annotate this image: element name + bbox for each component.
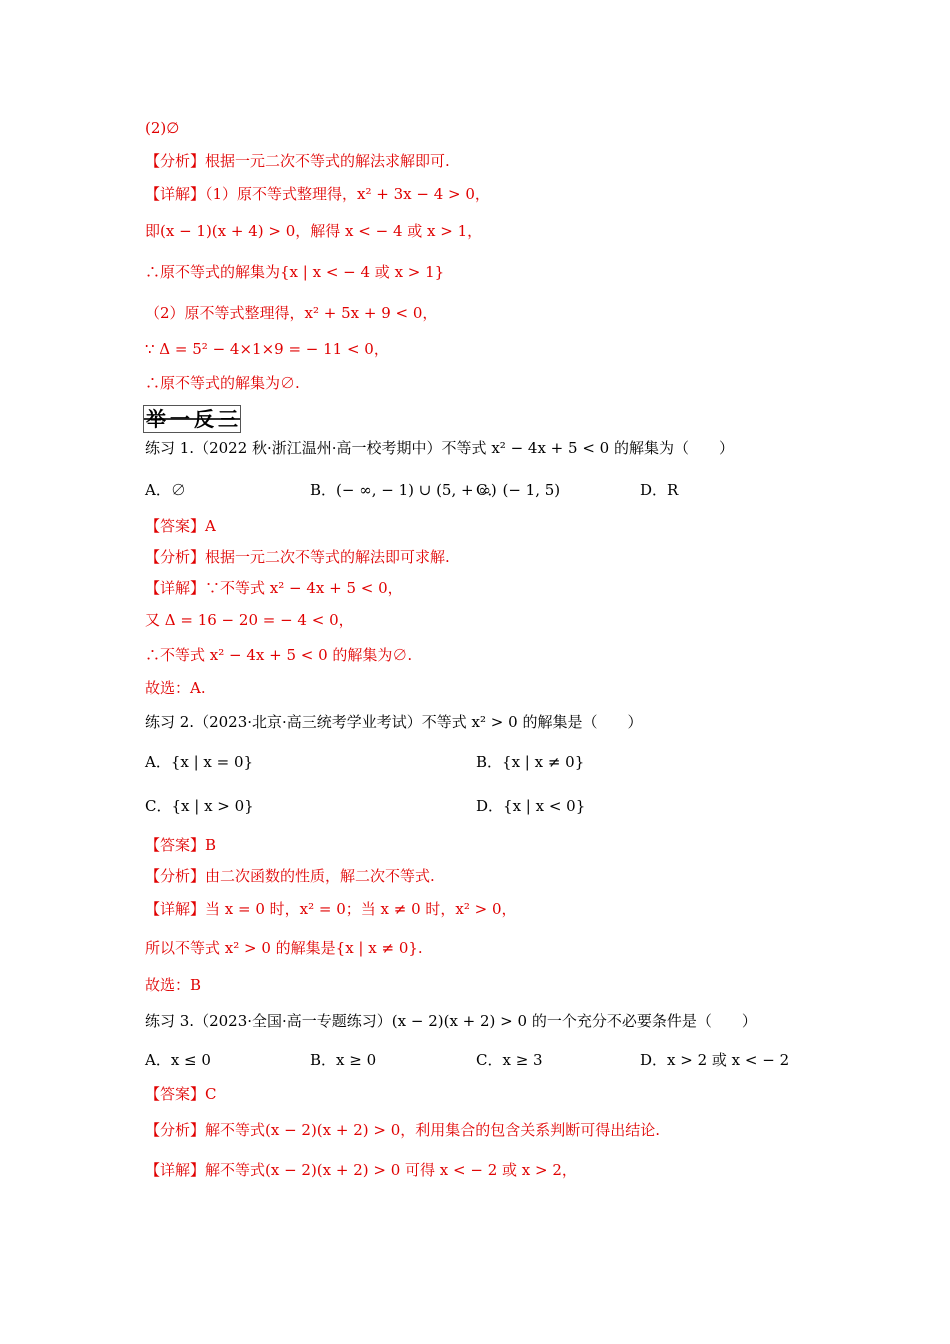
banner-char: 反 [194, 407, 214, 431]
banner-char: 一 [170, 407, 190, 431]
exercise-2-detail: 所以不等式 x² > 0 的解集是{x | x ≠ 0}. [145, 939, 423, 957]
exercise-1-detail: 【详解】∵不等式 x² − 4x + 5 < 0， [145, 579, 403, 597]
exercise-3-option-b: B．x ≥ 0 [310, 1051, 377, 1069]
banner-char: 举 [146, 407, 166, 431]
exercise-3-option-a: A．x ≤ 0 [145, 1051, 211, 1069]
detail-line: ∴原不等式的解集为{x | x < − 4 或 x > 1} [145, 263, 445, 281]
exercise-1-option-a: A．∅ [145, 481, 186, 499]
exercise-3-option-d: D．x > 2 或 x < − 2 [640, 1051, 790, 1069]
exercise-3-analysis: 【分析】解不等式(x − 2)(x + 2) > 0，利用集合的包含关系判断可得出结论. [145, 1121, 661, 1139]
exercise-2-choose: 故选：B [145, 976, 202, 994]
detail-line: 【详解】（1）原不等式整理得，x² + 3x − 4 > 0， [145, 185, 490, 203]
exercise-2-option-b: B．{x | x ≠ 0} [476, 753, 585, 771]
exercise-2-stem: 练习 2.（2023·北京·高三统考学业考试）不等式 x² > 0 的解集是（ ） [145, 713, 643, 731]
exercise-1-option-b: B．(− ∞, − 1) ∪ (5, + ∞) [310, 481, 497, 499]
analysis-line: 【分析】根据一元二次不等式的解法求解即可. [145, 152, 450, 170]
detail-line: （2）原不等式整理得，x² + 5x + 9 < 0， [145, 304, 438, 322]
exercise-1-detail: 又 Δ = 16 − 20 = − 4 < 0， [145, 611, 354, 629]
section-banner [143, 405, 241, 433]
detail-line: 即(x − 1)(x + 4) > 0，解得 x < − 4 或 x > 1， [145, 222, 483, 240]
exercise-1-option-d: D．R [640, 481, 679, 499]
solution-part2-answer: (2)∅ [145, 119, 180, 137]
exercise-1-answer: 【答案】A [145, 517, 216, 535]
exercise-1-stem: 练习 1.（2022 秋·浙江温州·高一校考期中）不等式 x² − 4x + 5 < 0 的解集为（ ） [145, 439, 734, 457]
exercise-2-answer: 【答案】B [145, 836, 217, 854]
exercise-3-stem: 练习 3.（2023·全国·高一专题练习）(x − 2)(x + 2) > 0 的一个充分不必要条件是（ ） [145, 1012, 757, 1030]
detail-line: ∴原不等式的解集为∅. [145, 374, 300, 392]
exercise-2-option-c: C．{x | x > 0} [145, 797, 254, 815]
exercise-2-detail: 【详解】当 x = 0 时，x² = 0；当 x ≠ 0 时，x² > 0， [145, 900, 517, 918]
detail-line: ∵ Δ = 5² − 4×1×9 = − 11 < 0， [145, 340, 389, 358]
exercise-1-option-c: C．(− 1, 5) [476, 481, 561, 499]
exercise-3-option-c: C．x ≥ 3 [476, 1051, 543, 1069]
exercise-2-option-a: A．{x | x = 0} [145, 753, 254, 771]
exercise-2-option-d: D．{x | x < 0} [476, 797, 586, 815]
exercise-1-analysis: 【分析】根据一元二次不等式的解法即可求解. [145, 548, 450, 566]
exercise-1-choose: 故选：A. [145, 679, 206, 697]
exercise-3-detail: 【详解】解不等式(x − 2)(x + 2) > 0 可得 x < − 2 或 x > 2， [145, 1161, 577, 1179]
exercise-1-detail: ∴不等式 x² − 4x + 5 < 0 的解集为∅. [145, 646, 413, 664]
banner-char: 三 [218, 407, 238, 431]
exercise-3-answer: 【答案】C [145, 1085, 217, 1103]
exercise-2-analysis: 【分析】由二次函数的性质，解二次不等式. [145, 867, 435, 885]
